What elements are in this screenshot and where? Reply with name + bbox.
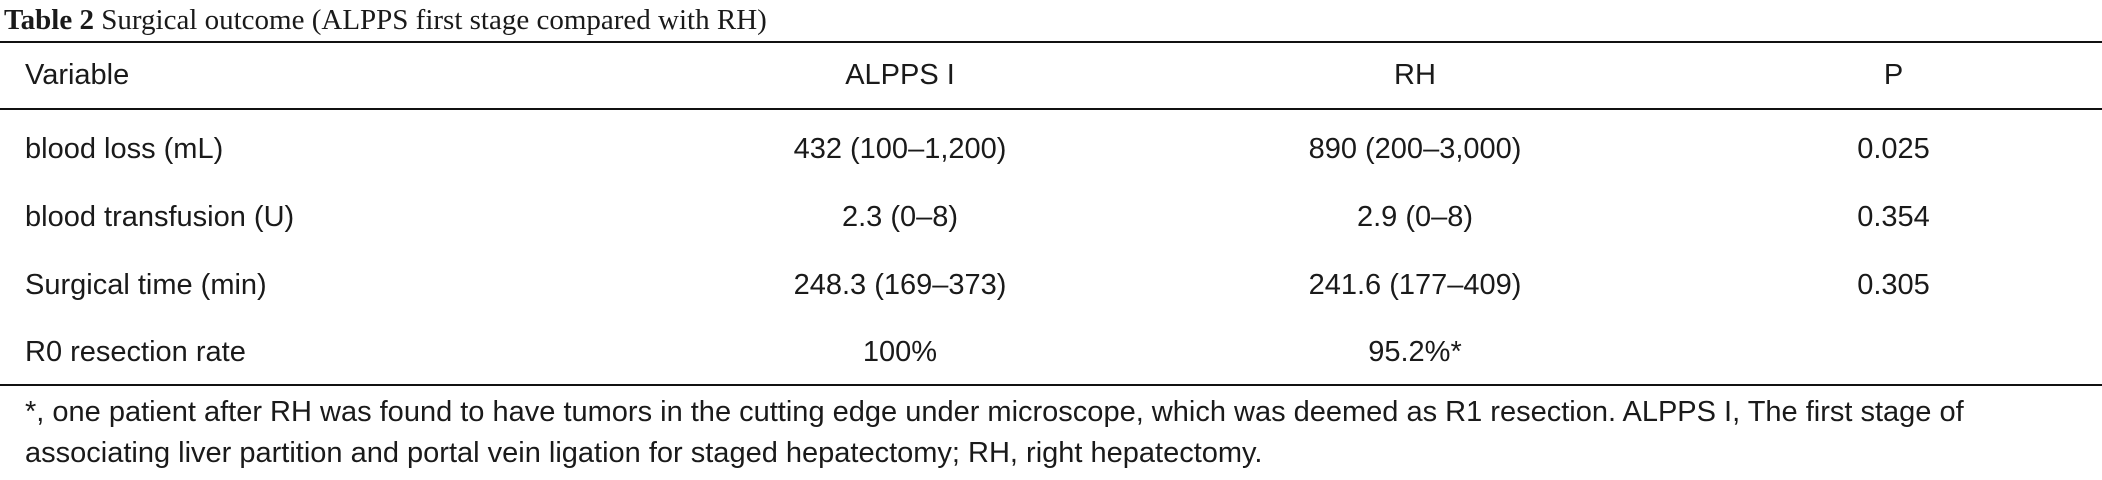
cell-rh: 890 (200–3,000) [1308, 133, 1522, 165]
cell-variable: blood transfusion (U) [25, 200, 295, 233]
header-row [0, 43, 2102, 108]
table-row [0, 319, 2102, 385]
cell-variable: Surgical time (min) [25, 268, 267, 301]
table-row [0, 251, 2102, 319]
header-alpps: ALPPS I [845, 59, 955, 91]
cell-p [1660, 319, 2102, 385]
cell-variable: R0 resection rate [25, 335, 246, 368]
table-caption [4, 0, 767, 40]
header-variable: Variable [25, 59, 130, 91]
cell-p: 0.305 [1857, 268, 1930, 301]
cell-alpps: 248.3 (169–373) [793, 268, 1007, 301]
cell-alpps: 432 (100–1,200) [793, 133, 1007, 165]
cell-alpps: 2.3 (0–8) [841, 200, 959, 233]
cell-rh: 241.6 (177–409) [1308, 268, 1522, 301]
cell-p: 0.025 [1857, 133, 1930, 165]
cell-p: 0.354 [1857, 200, 1930, 233]
cell-rh: 2.9 (0–8) [1356, 200, 1474, 233]
header-p: P [1883, 59, 1904, 91]
table-row [0, 108, 2102, 183]
cell-variable: blood loss (mL) [25, 133, 224, 165]
table-footnote: *, one patient after RH was found to have tumors in the cutting edge under microscope, which was deemed as R1 resection. ALPPS I, The first stage of associating liver partition and portal vein ligation for staged hepatectomy; RH, right hepatectomy. [25, 396, 1964, 469]
cell-alpps: 100% [862, 335, 938, 368]
table-title: Surgical outcome (ALPPS first stage compared with RH) [101, 4, 767, 36]
cell-rh: 95.2%* [1368, 335, 1462, 368]
outcome-table [0, 43, 2102, 385]
header-rh: RH [1394, 59, 1436, 91]
table-row [0, 183, 2102, 251]
table-number: Table 2 [4, 4, 94, 36]
